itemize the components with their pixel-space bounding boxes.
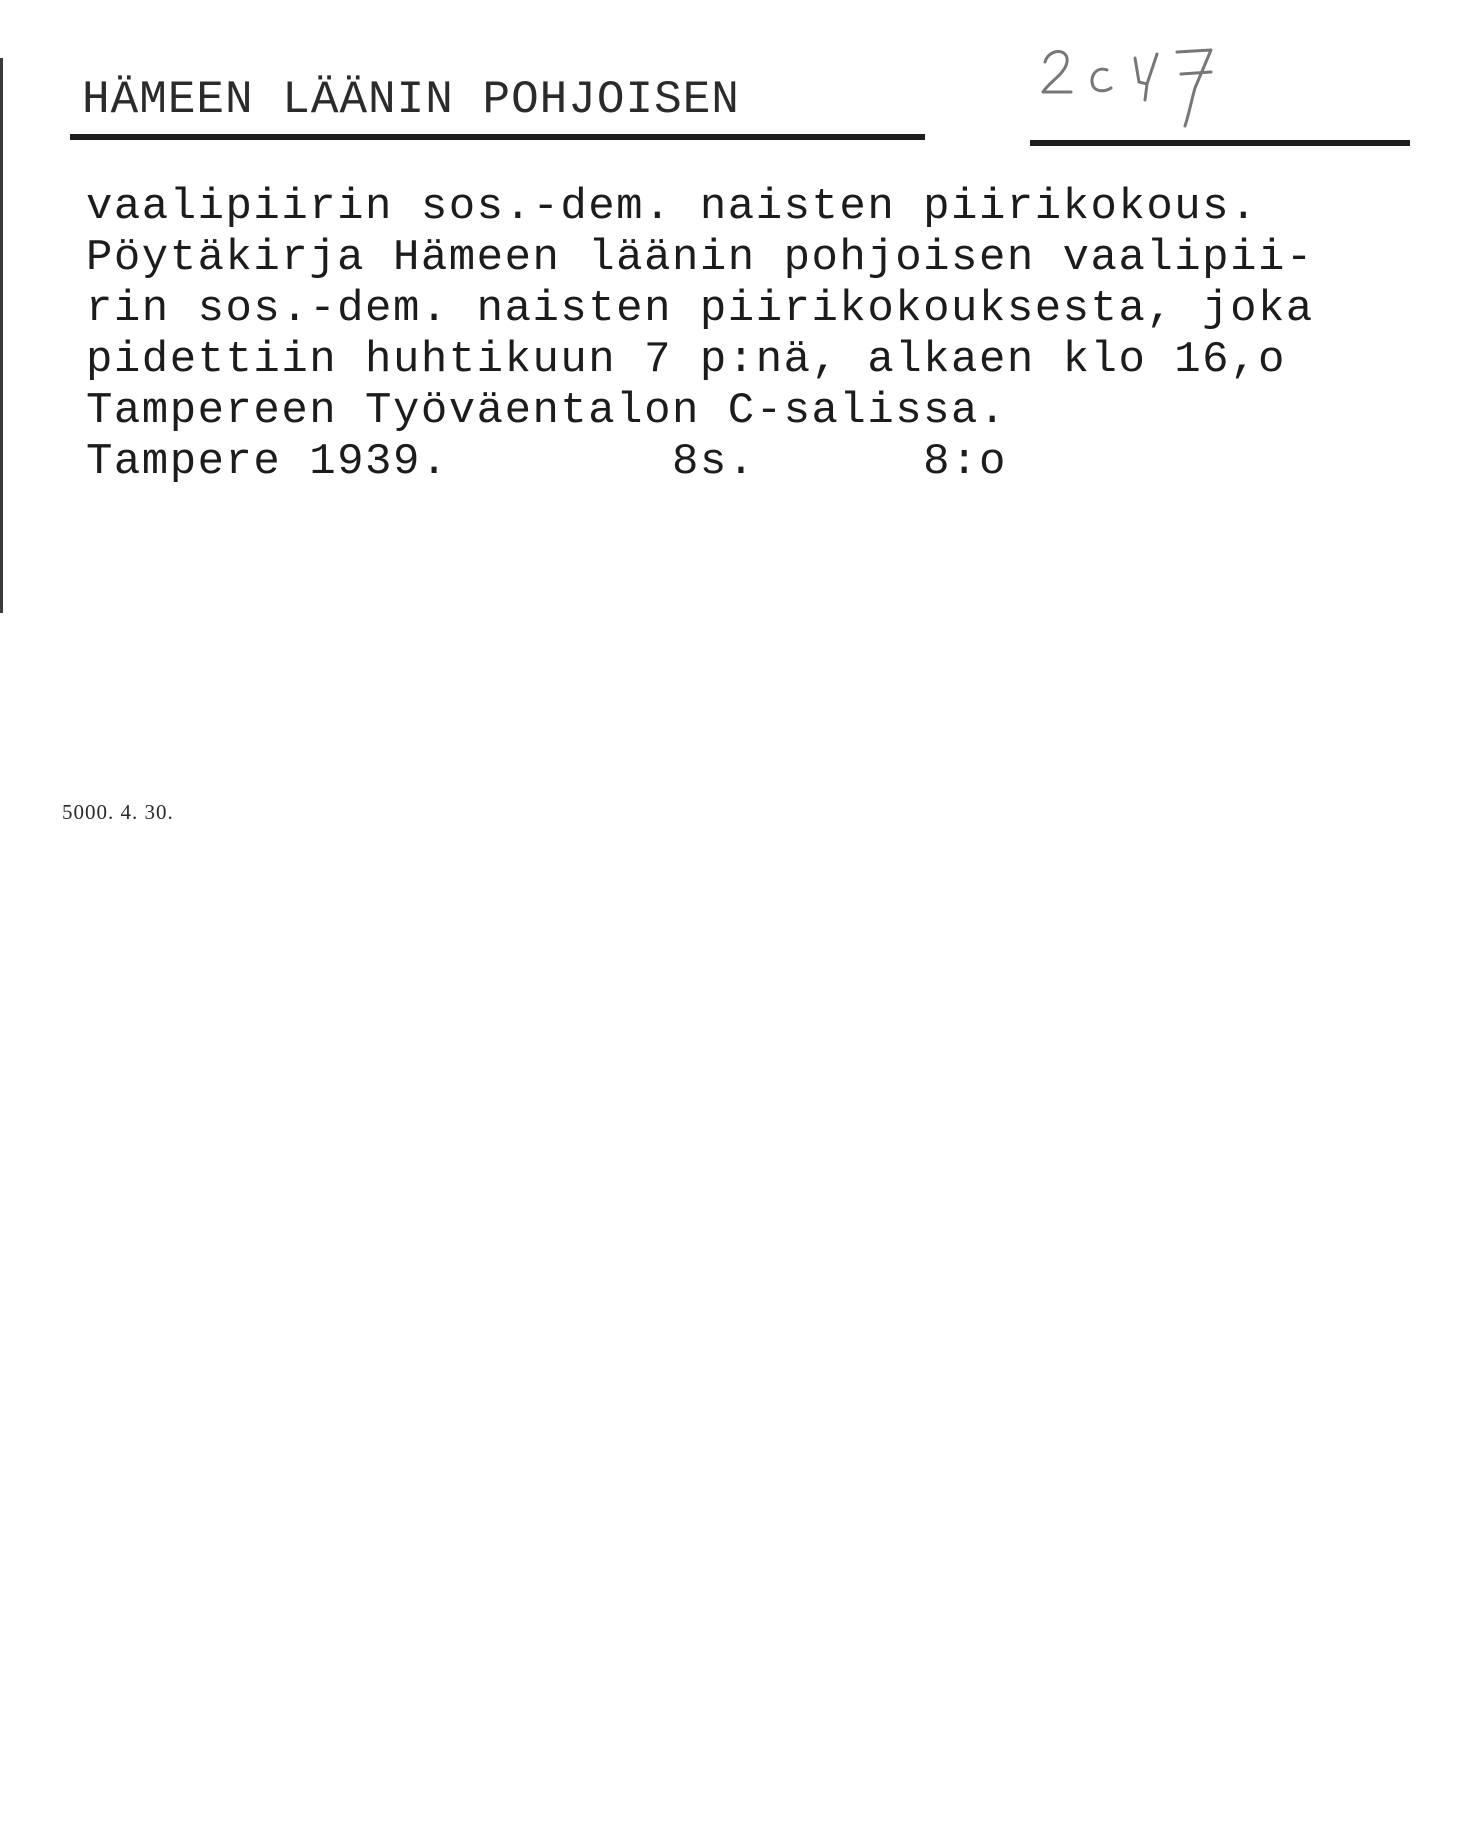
body-line: Pöytäkirja Hämeen läänin pohjoisen vaalipii- <box>86 233 1314 283</box>
body-line: pidettiin huhtikuun 7 p:nä, alkaen klo 16,o <box>86 335 1286 385</box>
body-line: rin sos.-dem. naisten piirikokouksesta, joka <box>86 284 1314 334</box>
card-left-edge <box>0 58 3 613</box>
card-print-code: 5000. 4. 30. <box>62 800 174 824</box>
body-line: Tampere 1939. 8s. 8:o <box>86 437 1007 487</box>
heading-underline-right <box>1030 140 1410 146</box>
card-heading: HÄMEEN LÄÄNIN POHJOISEN <box>82 74 740 126</box>
body-line: Tampereen Työväentalon C-salissa. <box>86 386 1007 436</box>
handwritten-call-number <box>1035 22 1275 132</box>
card-body <box>86 182 1426 488</box>
heading-underline-left <box>70 134 925 140</box>
handwritten-call-number-drawing <box>1035 22 1275 132</box>
body-line: vaalipiirin sos.-dem. naisten piirikokous. <box>86 182 1258 232</box>
